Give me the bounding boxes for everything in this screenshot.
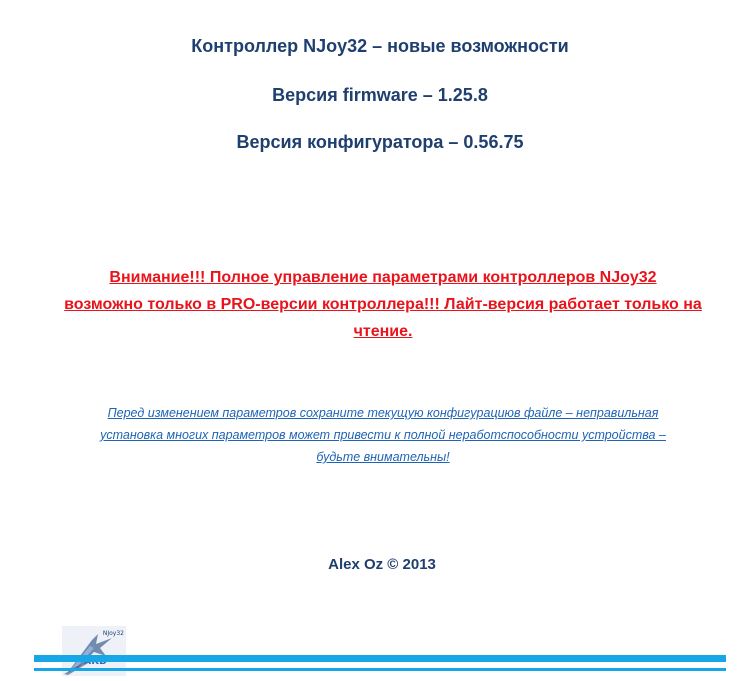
- pro-version-warning: [20, 264, 746, 345]
- logo-brand-text: NJoy32: [102, 630, 124, 637]
- firmware-version: Версия firmware – 1.25.8: [272, 85, 488, 105]
- backup-note: [20, 402, 746, 468]
- note-line: установка многих параметров может привести к полной неработспособности устройства –: [100, 428, 666, 442]
- configurator-version: Версия конфигуратора – 0.56.75: [236, 132, 524, 152]
- warning-line: возможно только в PRO-версии контроллера!!! Лайт-версия работает только на: [64, 296, 702, 313]
- page-title: Контроллер NJoy32 – новые возможности: [191, 36, 569, 56]
- author-copyright: Alex Oz © 2013: [328, 556, 436, 573]
- warning-line: Внимание!!! Полное управление параметрами контроллеров NJoy32: [109, 269, 657, 286]
- footer-divider-thin: [34, 668, 726, 671]
- warning-line: чтение.: [353, 323, 413, 340]
- note-line: Перед изменением параметров сохраните текущую конфигурациюв файле – неправильная: [107, 406, 659, 420]
- footer-divider-thick: [34, 655, 726, 662]
- note-line: будьте внимательны!: [316, 450, 450, 464]
